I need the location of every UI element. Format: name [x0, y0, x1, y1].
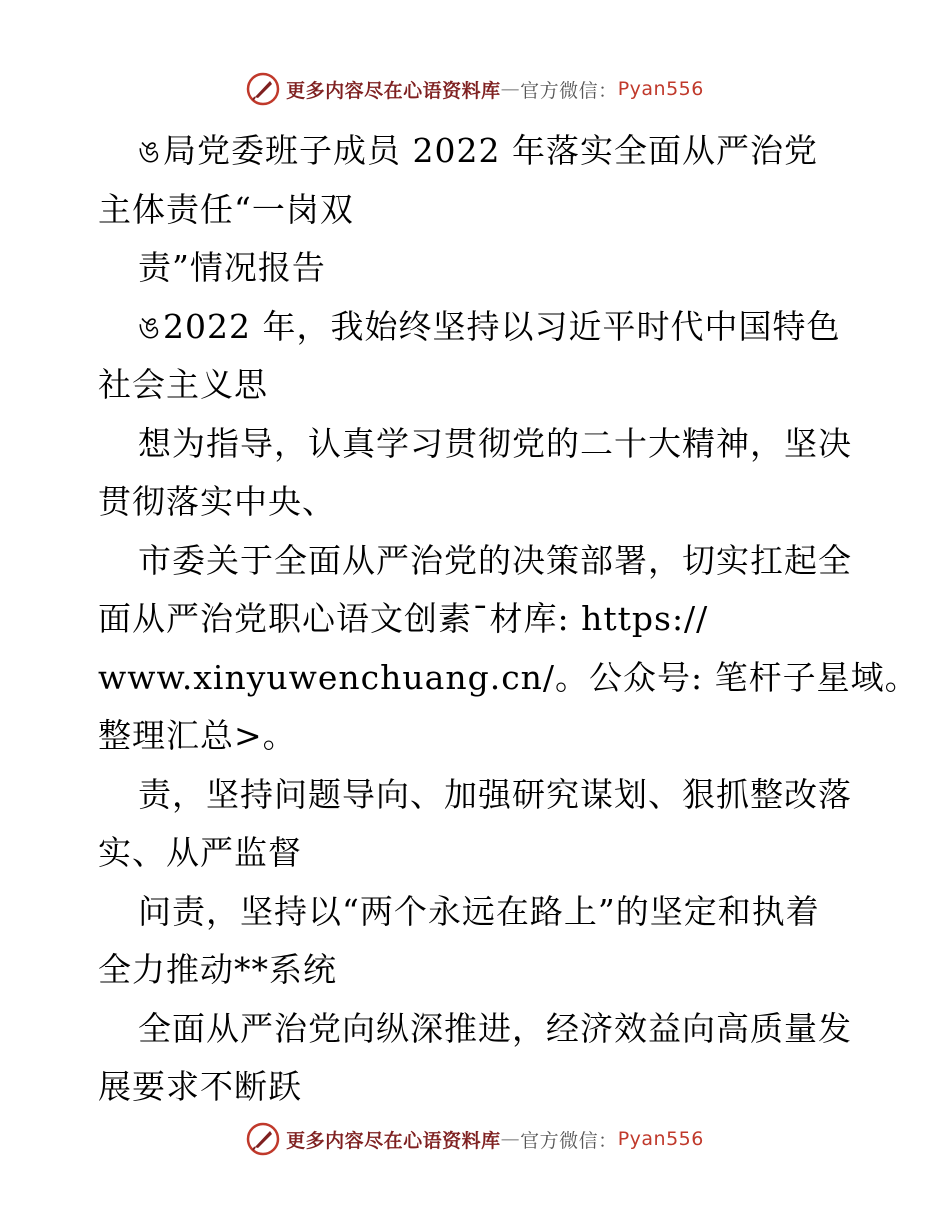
line-text: 问责，坚持以“两个永远在路上”的坚定和执着 [138, 891, 820, 931]
paragraph-line [98, 649, 919, 708]
title-line-2 [98, 181, 858, 240]
line-text: 面从严治党职心语文创素¯材库: https:// [98, 599, 709, 638]
paragraph-line [98, 1058, 858, 1117]
paragraph-line [98, 766, 858, 825]
title-line-3 [98, 239, 858, 298]
banner-wechat-account: Pyan556 [617, 78, 704, 100]
paragraph-line [98, 707, 858, 766]
line-text: 社会主义思 [98, 365, 268, 404]
paragraph-line [98, 941, 858, 1000]
line-text: 整理汇总>。 [98, 716, 297, 755]
paragraph-line [98, 356, 858, 415]
line-text: 贯彻落实中央、 [98, 482, 336, 521]
line-text: 主体责任“一岗双 [98, 189, 354, 229]
quill-logo-icon [246, 72, 280, 106]
banner-wechat-label: 官方微信： [520, 1129, 618, 1152]
line-text: 2022 年，我始终坚持以习近平时代中国特色 [163, 306, 841, 346]
paragraph-line [98, 298, 858, 357]
line-text: 全力推动**系统 [98, 950, 337, 989]
ornament-icon: ঙ [138, 135, 162, 170]
paragraph-line [98, 1000, 858, 1059]
paragraph-line [98, 532, 858, 591]
document-body [98, 122, 919, 1117]
title-line-1 [98, 122, 858, 181]
paragraph-line [98, 590, 858, 649]
paragraph-line [98, 883, 858, 942]
line-text: 展要求不断跃 [98, 1067, 302, 1106]
line-text: 责，坚持问题导向、加强研究谋划、狠抓整改落 [138, 774, 852, 814]
banner-brand: 更多内容尽在心语资料库 [286, 79, 501, 102]
line-text: 想为指导，认真学习贯彻党的二十大精神，坚决 [138, 423, 852, 463]
banner-brand: 更多内容尽在心语资料库 [286, 1129, 501, 1152]
footer-banner [0, 1122, 950, 1156]
banner-separator: — [500, 1128, 521, 1150]
ornament-icon: ঙ [138, 310, 162, 346]
quill-logo-icon [246, 1122, 280, 1156]
line-text: 实、从严监督 [98, 833, 302, 872]
line-text: 市委关于全面从严治党的决策部署，切实扛起全 [138, 540, 852, 580]
banner-wechat-account: Pyan556 [617, 1128, 704, 1150]
banner-wechat-label: 官方微信： [520, 79, 618, 102]
paragraph-line [98, 415, 858, 474]
paragraph-line [98, 824, 858, 883]
paragraph-line [98, 473, 858, 532]
header-banner [0, 72, 950, 106]
line-text: 局党委班子成员 2022 年落实全面从严治党 [163, 131, 818, 170]
line-text: 责”情况报告 [138, 248, 326, 287]
banner-separator: — [500, 78, 521, 100]
line-text: www.xinyuwenchuang.cn/。公众号: 笔杆子星域。 [98, 657, 919, 697]
line-text: 全面从严治党向纵深推进，经济效益向高质量发 [138, 1008, 852, 1048]
